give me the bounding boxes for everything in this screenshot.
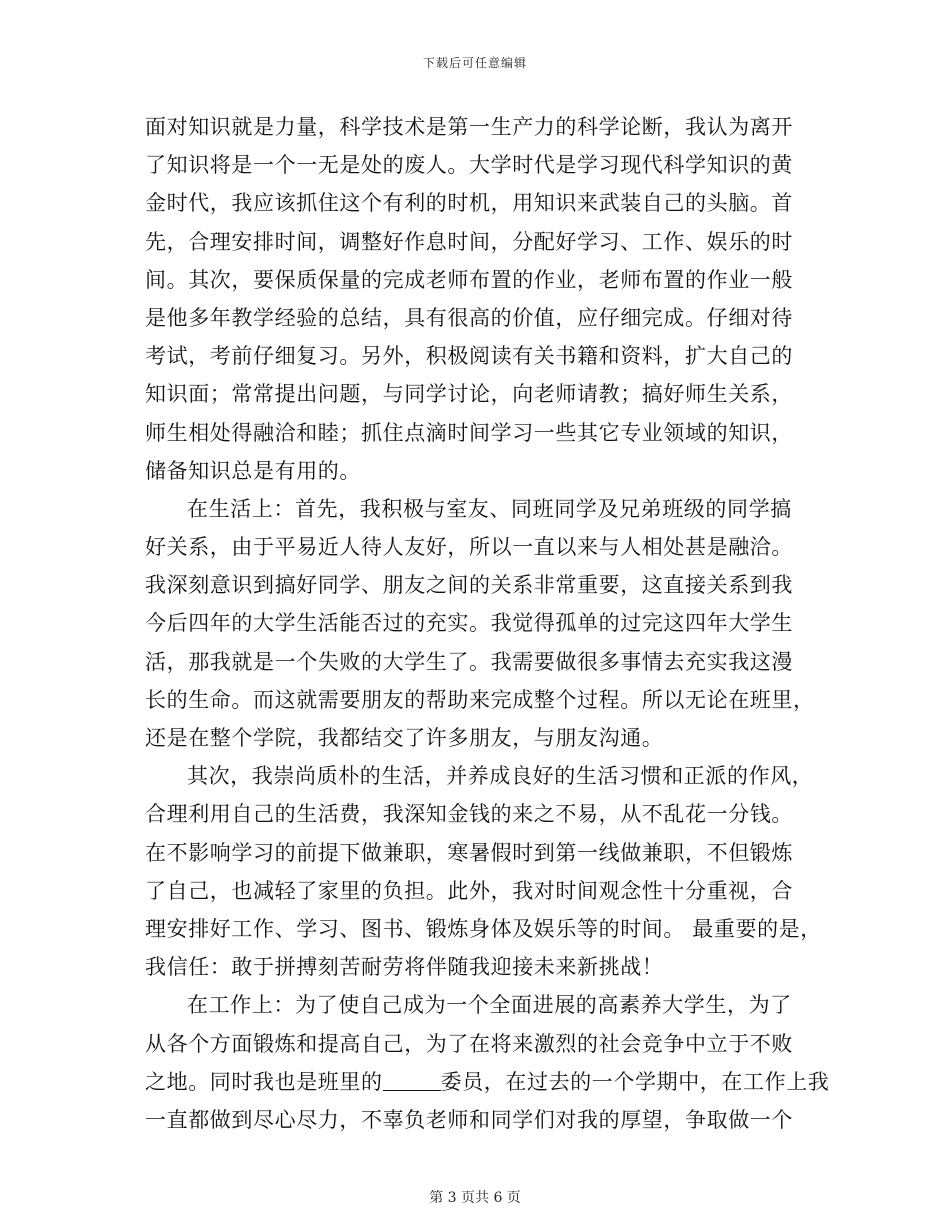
text-line: 了知识将是一个一无是处的废人。大学时代是学习现代科学知识的黄: [145, 153, 793, 178]
text-line: 先，合理安排时间，调整好作息时间，分配好学习、工作、娱乐的时: [145, 229, 793, 254]
text-line: 面对知识就是力量，科学技术是第一生产力的科学论断，我认为离开: [145, 115, 793, 139]
text-segment: 之地。同时我也是班里的: [145, 1069, 383, 1094]
text-line: [145, 1063, 830, 1101]
text-line: 考试，考前仔细复习。另外，积极阅读有关书籍和资料，扩大自己的: [145, 344, 793, 369]
text-line: 金时代，我应该抓住这个有利的时机，用知识来武装自己的头脑。首: [145, 191, 793, 216]
text-line: 知识面；常常提出问题，与同学讨论，向老师请教；搞好师生关系，: [145, 382, 793, 407]
text-line: 间。其次，要保质保量的完成老师布置的作业，老师布置的作业一般: [145, 267, 793, 292]
text-line: 在生活上：首先，我积极与室友、同班同学及兄弟班级的同学搞: [187, 496, 792, 521]
text-line: 是他多年教学经验的总结，具有很高的价值，应仔细完成。仔细对待: [145, 305, 793, 330]
text-line: 合理利用自己的生活费，我深知金钱的来之不易，从不乱花一分钱。: [145, 802, 793, 827]
document-body: [145, 108, 830, 1139]
text-line: 长的生命。而这就需要朋友的帮助来完成整个过程。所以无论在班里，: [145, 687, 815, 712]
text-line: 其次，我崇尚质朴的生活，并养成良好的生活习惯和正派的作风，: [187, 764, 814, 789]
text-line: 还是在整个学院，我都结交了许多朋友，与朋友沟通。: [145, 726, 664, 750]
text-line: 师生相处得融洽和睦；抓住点滴时间学习一些其它专业领域的知识，: [145, 420, 793, 445]
text-line: 从各个方面锻炼和提高自己，为了在将来激烈的社会竞争中立于不败: [145, 1031, 793, 1056]
text-line: 理安排好工作、学习、图书、锻炼身体及娱乐等的时间。 最重要的是，: [145, 916, 822, 941]
text-line: 在工作上：为了使自己成为一个全面进展的高素养大学生，为了: [187, 993, 792, 1018]
text-line: 我深刻意识到搞好同学、朋友之间的关系非常重要，这直接关系到我: [145, 573, 793, 598]
page-footer: 第 3 页共 6 页: [429, 1190, 521, 1206]
text-line: 在不影响学习的前提下做兼职，寒暑假时到第一线做兼职，不但锻炼: [145, 840, 793, 865]
text-line: 一直都做到尽心尽力，不辜负老师和同学们对我的厚望，争取做一个: [145, 1107, 793, 1132]
fill-in-blank: [383, 1070, 441, 1091]
text-segment: 委员，在过去的一个学期中，在工作上我: [440, 1069, 830, 1094]
text-line: 了自己，也减轻了家里的负担。此外，我对时间观念性十分重视，合: [145, 878, 793, 903]
page-header: 下载后可任意编辑: [422, 56, 527, 70]
text-line: 今后四年的大学生活能否过的充实。我觉得孤单的过完这四年大学生: [145, 611, 793, 636]
text-line: 好关系，由于平易近人待人友好，所以一直以来与人相处甚是融洽。: [145, 535, 793, 560]
text-line: 活，那我就是一个失败的大学生了。我需要做很多事情去充实我这漫: [145, 649, 793, 674]
text-line: 储备知识总是有用的。: [145, 458, 361, 483]
text-line: 我信任：敢于拼搏刻苦耐劳将伴随我迎接未来新挑战！: [145, 955, 664, 980]
